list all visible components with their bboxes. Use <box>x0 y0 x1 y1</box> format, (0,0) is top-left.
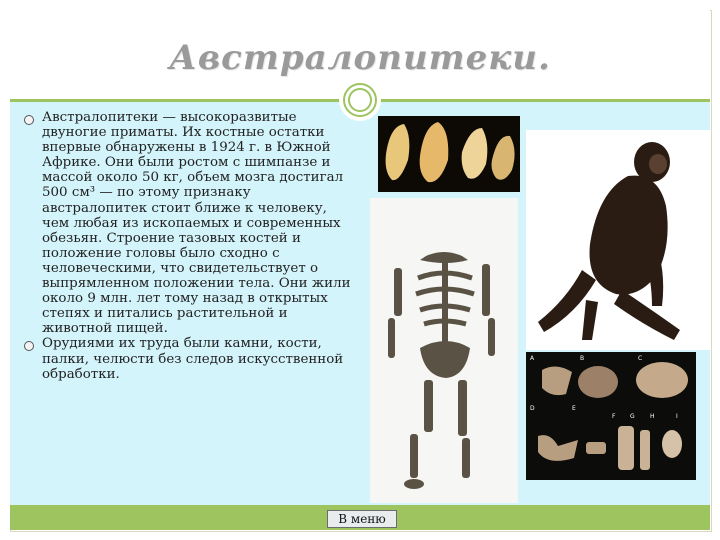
bullet-paragraph-1 <box>22 110 352 336</box>
fossil-label: C <box>638 355 643 362</box>
fossil-label: A <box>530 355 535 362</box>
divider-ornament-inner-ring <box>348 88 372 112</box>
fossil-label: E <box>572 405 576 412</box>
fossil-label: G <box>630 413 635 420</box>
bullet-icon <box>24 115 34 125</box>
bullet-icon <box>24 341 34 351</box>
bullet-paragraph-2 <box>22 336 352 381</box>
fossil-label: D <box>530 405 535 412</box>
slide-title: Австралопитеки. <box>169 38 551 78</box>
paragraph-text: Орудиями их труда были камни, кости, палки, челюсти без следов искусственной обработки. <box>42 336 344 382</box>
australopithecus-image <box>526 130 710 350</box>
fossil-label: F <box>612 413 616 420</box>
skeleton-image <box>370 198 518 503</box>
stone-tools-image <box>378 116 520 192</box>
menu-button[interactable]: В меню <box>327 510 397 528</box>
slide-body <box>22 110 352 382</box>
fossil-label: H <box>650 413 655 420</box>
fossil-label: I <box>676 413 678 420</box>
fossil-label: B <box>580 355 585 362</box>
fossil-collage-image <box>526 352 696 480</box>
paragraph-text: Австралопитеки — высокоразвитые двуногие приматы. Их костные остатки впервые обнаружены в 1924 г. в Южной Африке. Они были ростом с шимпанзе и массой около 50 кг, объем мозга достигал 500 см³ — по этому признаку австралопитек стоит ближе к человеку, чем любая из ископаемых и современных обезьян. Строение тазовых костей и положение головы было сходно с человеческими, что свидетельствует о выпрямленном положении тела. Они жили около 9 млн. лет тому назад в открытых степях и питались растительной и животной пищей. <box>42 110 351 337</box>
